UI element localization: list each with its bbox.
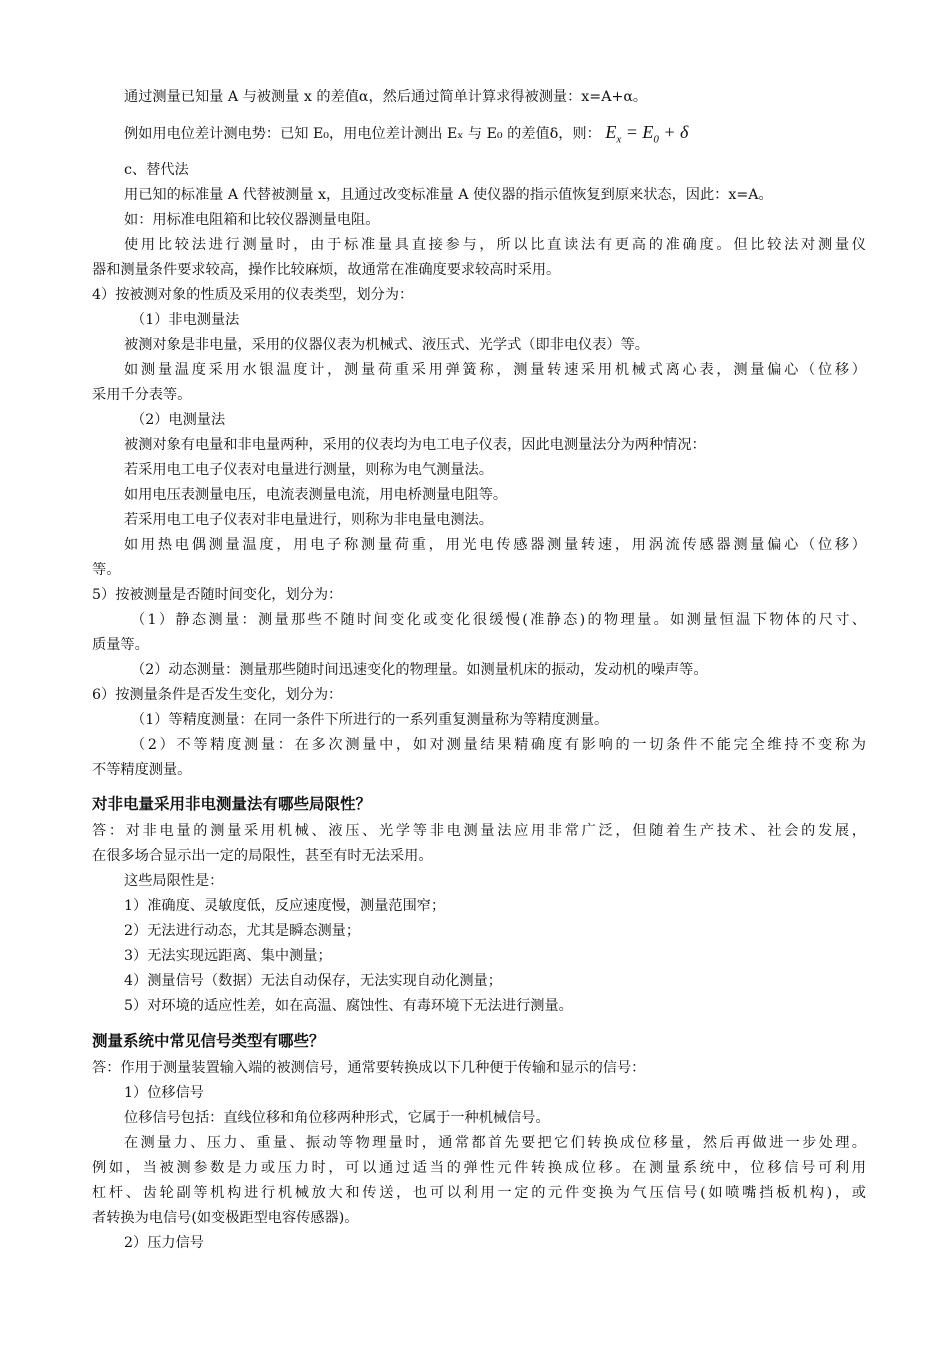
list-heading: 5）按被测量是否随时间变化，划分为： bbox=[92, 587, 343, 603]
paragraph-line: 答：作用于测量装置输入端的被测信号，通常要转换成以下几种便于传输和显示的信号： bbox=[92, 1060, 646, 1076]
paragraph-line: 例如，当被测参数是力或压力时，可以通过适当的弹性元件转换成位移。在测量系统中，位移信号可利用 bbox=[92, 1160, 866, 1176]
section-heading: 对非电量采用非电测量法有哪些局限性？ bbox=[92, 795, 372, 813]
paragraph-line: 如测量温度采用水银温度计，测量荷重采用弹簧称，测量转速采用机械式离心表，测量偏心（位移） bbox=[124, 362, 866, 378]
subheading-line: c、替代法 bbox=[124, 162, 189, 178]
paragraph-line: 采用千分表等。 bbox=[92, 387, 192, 403]
paragraph-line: 若采用电工电子仪表对电量进行测量，则称为电气测量法。 bbox=[124, 462, 493, 478]
paragraph-line: 不等精度测量。 bbox=[92, 762, 192, 778]
list-item: 4）测量信号（数据）无法自动保存，无法实现自动化测量； bbox=[124, 973, 502, 989]
list-item: 1）准确度、灵敏度低，反应速度慢，测量范围窄； bbox=[124, 898, 446, 914]
paragraph-line: 如用热电偶测量温度，用电子称测量荷重，用光电传感器测量转速，用涡流传感器测量偏心（位移） bbox=[124, 537, 866, 553]
paragraph-line: 质量等。 bbox=[92, 637, 149, 653]
paragraph-text: 例如用电位差计测电势：已知 E₀，用电位差计测出 Eₓ 与 E₀ 的差值δ，则： bbox=[124, 126, 601, 142]
list-subheading: （2）电测量法 bbox=[131, 412, 226, 428]
list-heading: 4）按被测对象的性质及采用的仪表类型，划分为： bbox=[92, 287, 414, 303]
paragraph-line: 如用电压表测量电压，电流表测量电流，用电桥测量电阻等。 bbox=[124, 487, 508, 503]
paragraph-line: 这些局限性是： bbox=[124, 873, 224, 889]
paragraph-line: 若采用电工电子仪表对非电量进行，则称为非电量电测法。 bbox=[124, 512, 493, 528]
paragraph-line: 用已知的标准量 A 代替被测量 x，且通过改变标准量 A 使仪器的指示值恢复到原来状态，因此：x=A。 bbox=[124, 187, 773, 203]
paragraph-line: 等。 bbox=[92, 562, 121, 578]
paragraph-line: 被测对象有电量和非电量两种，采用的仪表均为电工电子仪表，因此电测量法分为两种情况： bbox=[124, 437, 706, 453]
paragraph-line: 位移信号包括：直线位移和角位移两种形式，它属于一种机械信号。 bbox=[124, 1110, 550, 1126]
paragraph-line: 被测对象是非电量，采用的仪器仪表为机械式、液压式、光学式（即非电仪表）等。 bbox=[124, 337, 649, 353]
list-heading: 6）按测量条件是否发生变化，划分为： bbox=[92, 687, 343, 703]
list-subheading: （1）非电测量法 bbox=[131, 312, 240, 328]
formula: $E_x = E_0 + \delta$ bbox=[605, 122, 689, 146]
paragraph-line: 杠杆、齿轮副等机构进行机械放大和传送，也可以利用一定的元件变换为气压信号(如喷嘴挡板机构)，或 bbox=[92, 1185, 866, 1201]
paragraph-line: 在很多场合显示出一定的局限性，甚至有时无法采用。 bbox=[92, 848, 433, 864]
list-item: 5）对环境的适应性差，如在高温、腐蚀性、有毒环境下无法进行测量。 bbox=[124, 998, 573, 1014]
paragraph-line: 使用比较法进行测量时，由于标准量具直接参与，所以比直读法有更高的准确度。但比较法对测量仪 bbox=[124, 237, 866, 253]
paragraph-line: 者转换为电信号(如变极距型电容传感器)。 bbox=[92, 1210, 359, 1226]
list-item: 3）无法实现远距离、集中测量； bbox=[124, 948, 332, 964]
paragraph-line: 在测量力、压力、重量、振动等物理量时，通常都首先要把它们转换成位移量，然后再做进一步处理。 bbox=[124, 1135, 866, 1151]
paragraph-line: 通过测量已知量 A 与被测量 x 的差值α，然后通过简单计算求得被测量：x=A+α。 bbox=[124, 89, 648, 105]
paragraph-line: 答：对非电量的测量采用机械、液压、光学等非电测量法应用非常广泛，但随着生产技术、社会的发展， bbox=[92, 823, 866, 839]
section-heading: 测量系统中常见信号类型有哪些？ bbox=[92, 1032, 325, 1050]
paragraph-line: （2）动态测量：测量那些随时间迅速变化的物理量。如测量机床的振动，发动机的噪声等。 bbox=[131, 662, 708, 678]
paragraph-line: （1）静态测量：测量那些不随时间变化或变化很缓慢(准静态)的物理量。如测量恒温下物体的尺寸、 bbox=[131, 612, 866, 628]
list-subheading: 2）压力信号 bbox=[124, 1235, 204, 1251]
paragraph-line: 器和测量条件要求较高，操作比较麻烦，故通常在准确度要求较高时采用。 bbox=[92, 262, 561, 278]
paragraph-line: （1）等精度测量：在同一条件下所进行的一系列重复测量称为等精度测量。 bbox=[131, 712, 609, 728]
list-subheading: 1）位移信号 bbox=[124, 1085, 204, 1101]
paragraph-line: 如：用标准电阻箱和比较仪器测量电阻。 bbox=[124, 212, 380, 228]
list-item: 2）无法进行动态，尤其是瞬态测量； bbox=[124, 923, 361, 939]
paragraph-line: （2）不等精度测量：在多次测量中，如对测量结果精确度有影响的一切条件不能完全维持不变称为 bbox=[131, 737, 866, 753]
paragraph-line-with-formula bbox=[124, 123, 688, 149]
